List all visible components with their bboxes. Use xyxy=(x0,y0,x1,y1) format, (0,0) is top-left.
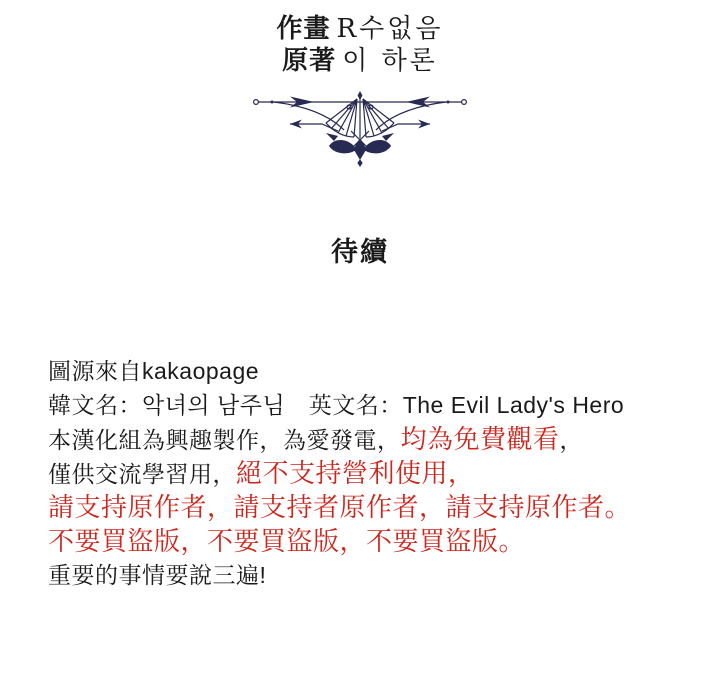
noncommercial-pre-text: 僅供交流學習用， xyxy=(48,461,236,487)
note-line-source xyxy=(48,354,688,388)
source-text: 圖源來自kakaopage xyxy=(48,358,260,384)
note-line-free xyxy=(48,422,688,456)
to-be-continued-text: 待續 xyxy=(331,237,389,267)
note-line-noncommercial xyxy=(48,456,688,490)
note-line-no-piracy xyxy=(48,524,688,558)
titles-text: 韓文名：악녀의 남주님 英文名：The Evil Lady's Hero xyxy=(48,392,625,418)
notes-block xyxy=(48,354,688,592)
art-deco-flourish-icon xyxy=(250,86,470,168)
author-label: 原著 xyxy=(282,45,337,75)
no-piracy-text: 不要買盜版，不要買盜版，不要買盜版。 xyxy=(48,526,526,556)
support-author-text: 請支持原作者，請支持者原作者，請支持原作者。 xyxy=(48,492,632,522)
artist-label: 作畫 xyxy=(276,13,331,43)
noncommercial-red-text: 絕不支持營利使用， xyxy=(236,458,475,488)
free-pre-text: 本漢化組為興趣製作，為愛發電， xyxy=(48,427,401,453)
free-red-text: 均為免費觀看 xyxy=(400,424,560,454)
artist-name: R수없음 xyxy=(336,14,444,44)
three-times-text: 重要的事情要說三遍! xyxy=(48,562,267,588)
author-credit xyxy=(0,40,720,77)
note-line-three-times xyxy=(48,558,688,592)
author-name: 이 하론 xyxy=(342,46,438,76)
note-line-support-author xyxy=(48,490,688,524)
note-line-titles xyxy=(48,388,688,422)
free-post-text: ， xyxy=(559,427,584,453)
